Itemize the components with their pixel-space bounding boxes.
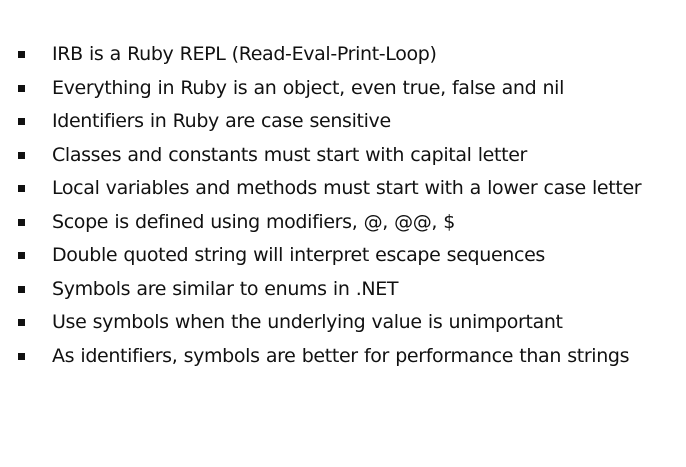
- bullet-item: [0, 172, 686, 206]
- bullet-item: [0, 139, 686, 173]
- bullet-item: [0, 340, 686, 374]
- bullet-text: As identifiers, symbols are better for performance than strings: [52, 344, 630, 367]
- bullet-item: [0, 273, 686, 307]
- bullet-square-icon: [18, 51, 25, 58]
- bullet-text: Local variables and methods must start with a lower case letter: [52, 177, 642, 199]
- bullet-item: [0, 38, 686, 72]
- bullet-square-icon: [18, 319, 25, 326]
- bullet-square-icon: [18, 185, 25, 192]
- bullet-text: Everything in Ruby is an object, even true, false and nil: [52, 76, 565, 99]
- bullet-text: IRB is a Ruby REPL (Read-Eval-Print-Loop): [52, 43, 437, 65]
- bullet-text: Identifiers in Ruby are case sensitive: [52, 110, 391, 132]
- bullet-square-icon: [18, 353, 25, 360]
- bullet-item: [0, 72, 686, 106]
- bullet-square-icon: [18, 118, 25, 125]
- bullet-square-icon: [18, 252, 25, 259]
- bullet-text: Classes and constants must start with capital letter: [52, 143, 528, 166]
- bullet-item: [0, 306, 686, 340]
- bullet-item: [0, 206, 686, 240]
- bullet-text: Double quoted string will interpret escape sequences: [52, 244, 545, 266]
- bullet-square-icon: [18, 219, 25, 226]
- bullet-item: [0, 239, 686, 273]
- bullet-item: [0, 105, 686, 139]
- bullet-square-icon: [18, 85, 25, 92]
- bullet-list: [0, 38, 686, 373]
- bullet-text: Scope is defined using modifiers, @, @@, $: [52, 210, 456, 233]
- bullet-square-icon: [18, 152, 25, 159]
- bullet-square-icon: [18, 286, 25, 293]
- bullet-text: Use symbols when the underlying value is unimportant: [52, 311, 563, 333]
- bullet-text: Symbols are similar to enums in .NET: [52, 277, 399, 300]
